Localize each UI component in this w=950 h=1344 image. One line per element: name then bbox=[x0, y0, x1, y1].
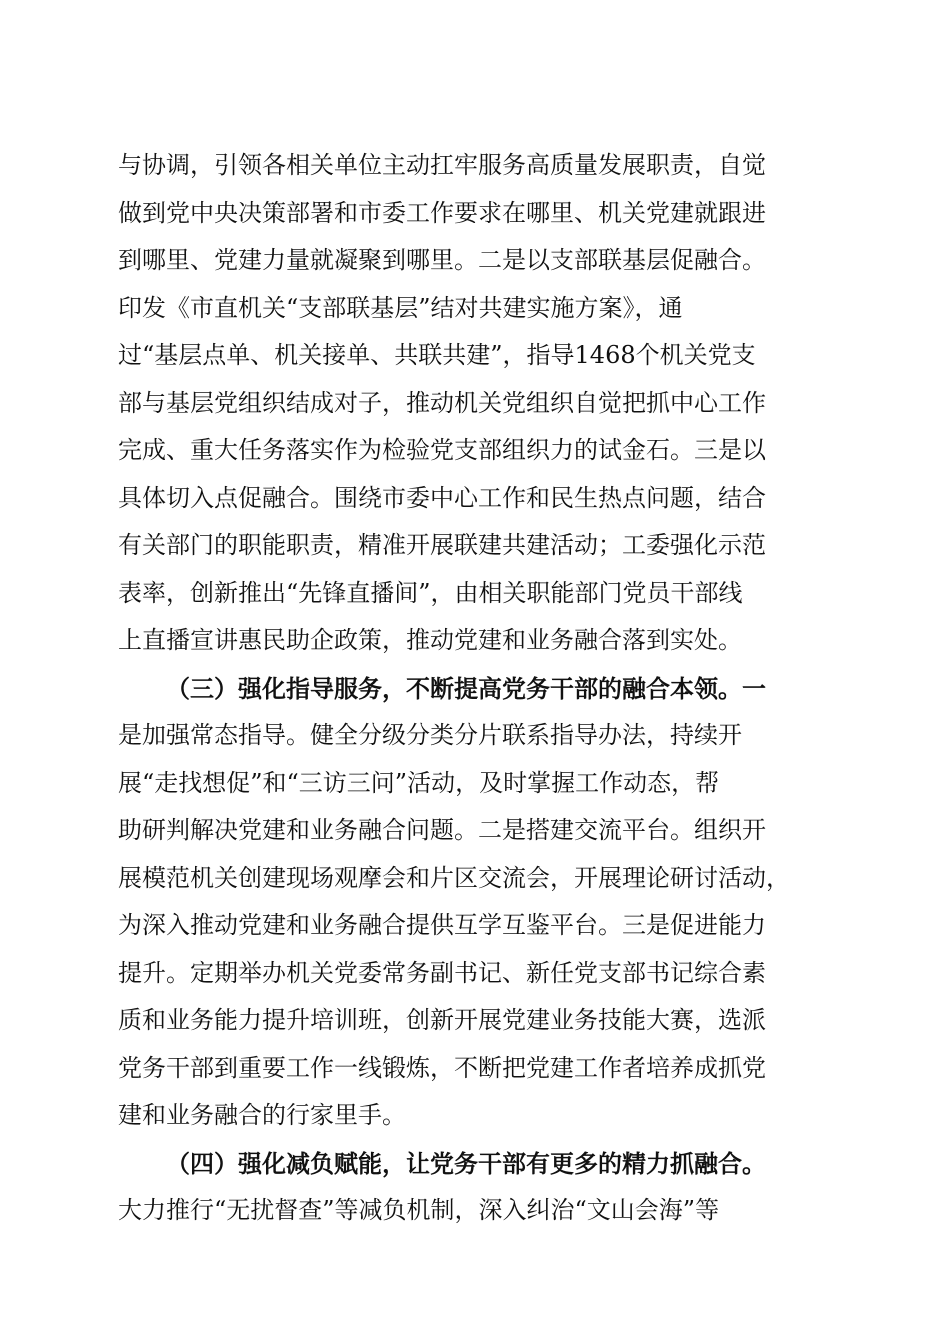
text-line: 上直播宣讲惠民助企政策，推动党建和业务融合落到实处。 bbox=[118, 626, 742, 654]
text-line: 大力推行“无扰督查”等减负机制，深入纠治“文山会海”等 bbox=[118, 1196, 720, 1224]
text-line: 过“基层点单、机关接单、共联共建”，指导1468个机关党支 bbox=[118, 341, 756, 369]
text-line: 提升。定期举办机关党委常务副书记、新任党支部书记综合素 bbox=[118, 958, 766, 987]
text-line: 完成、重大任务落实作为检验党支部组织力的试金石。三是以 bbox=[118, 436, 766, 464]
text-line: 助研判解决党建和业务融合问题。二是搭建交流平台。组织开 bbox=[118, 816, 766, 844]
text-line: 做到党中央决策部署和市委工作要求在哪里、机关党建就跟进 bbox=[118, 198, 766, 227]
text-line: 具体切入点促融合。围绕市委中心工作和民生热点问题，结合 bbox=[118, 483, 766, 512]
text-line: 展模范机关创建现场观摩会和片区交流会，开展理论研讨活动， bbox=[118, 863, 790, 892]
section-heading-three: （三）强化指导服务，不断提高党务干部的融合本领。一 bbox=[166, 673, 766, 703]
text-line: 表率，创新推出“先锋直播间”，由相关职能部门党员干部线 bbox=[118, 578, 743, 607]
text-line: 与协调，引领各相关单位主动扛牢服务高质量发展职责，自觉 bbox=[118, 151, 766, 179]
text-line: 为深入推动党建和业务融合提供互学互鉴平台。三是促进能力 bbox=[118, 911, 766, 939]
text-line: 有关部门的职能职责，精准开展联建共建活动；工委强化示范 bbox=[118, 531, 766, 559]
text-line: 到哪里、党建力量就凝聚到哪里。二是以支部联基层促融合。 bbox=[118, 246, 766, 274]
text-line: 建和业务融合的行家里手。 bbox=[118, 1101, 406, 1129]
text-line: 党务干部到重要工作一线锻炼，不断把党建工作者培养成抓党 bbox=[118, 1053, 766, 1082]
text-line: 质和业务能力提升培训班，创新开展党建业务技能大赛，选派 bbox=[118, 1006, 766, 1034]
text-line: 是加强常态指导。健全分级分类分片联系指导办法，持续开 bbox=[118, 721, 742, 749]
text-line: 印发《市直机关“支部联基层”结对共建实施方案》，通 bbox=[118, 293, 683, 322]
text-line: 展“走找想促”和“三访三问”活动，及时掌握工作动态，帮 bbox=[118, 768, 720, 797]
section-heading-four: （四）强化减负赋能，让党务干部有更多的精力抓融合。 bbox=[166, 1148, 766, 1178]
text-line: 部与基层党组织结成对子，推动机关党组织自觉把抓中心工作 bbox=[118, 388, 766, 417]
body-text bbox=[118, 142, 838, 1235]
